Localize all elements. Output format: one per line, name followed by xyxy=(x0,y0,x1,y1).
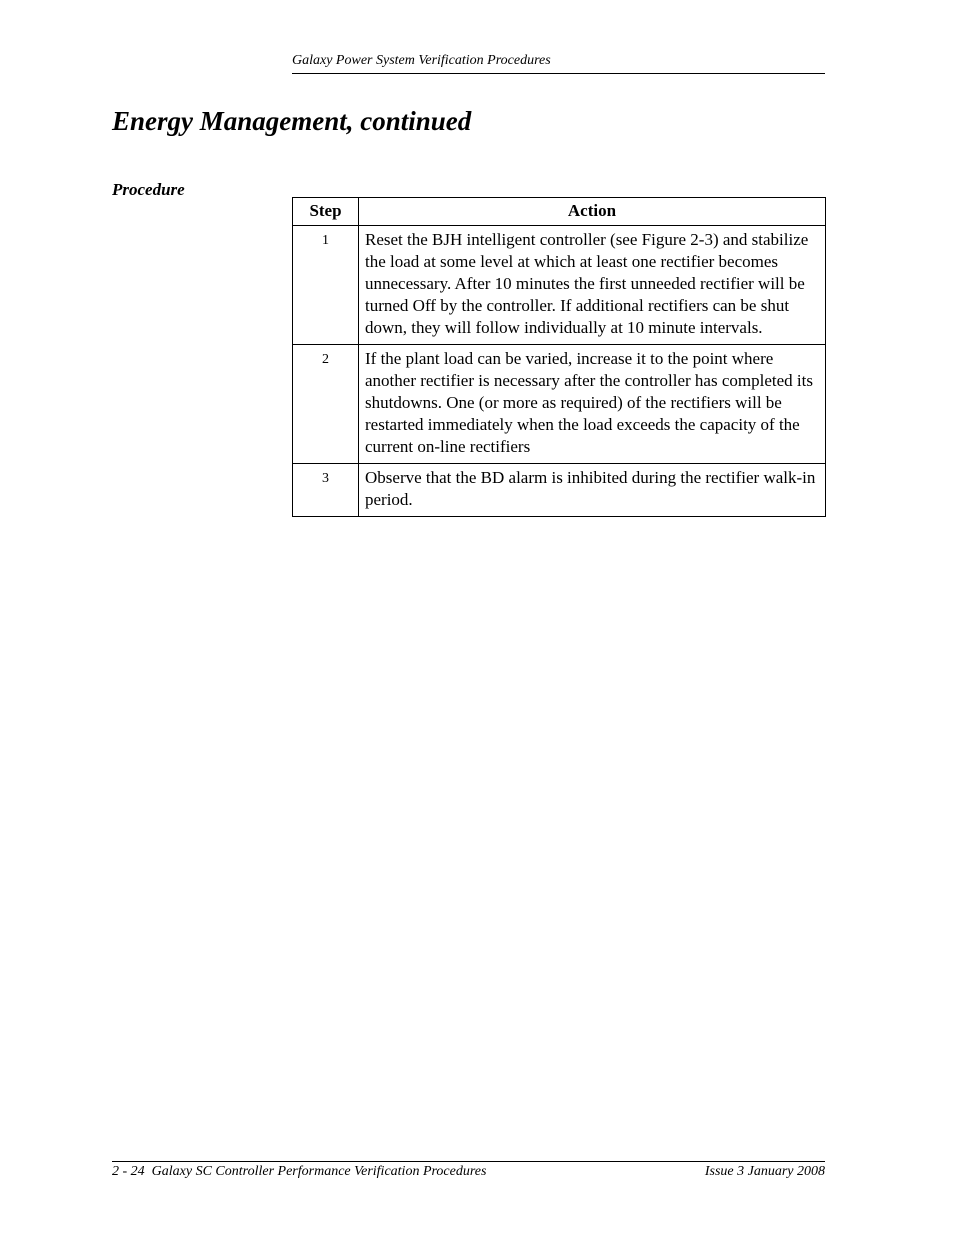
footer-issue-date: Issue 3 January 2008 xyxy=(704,1164,825,1179)
table-row xyxy=(293,226,826,345)
running-footer xyxy=(112,1161,825,1179)
table-row xyxy=(293,464,826,517)
column-header-step: Step xyxy=(293,198,359,226)
page-title: Energy Management, continued xyxy=(112,106,472,136)
step-action: Observe that the BD alarm is inhibited during the rectifier walk-in period. xyxy=(359,464,826,517)
step-action: Reset the BJH intelligent controller (see Figure 2-3) and stabilize the load at some level at which at least one rectifier becomes unnecessary. After 10 minutes the first unneeded rectifier will be turned Off by the controller. If additional rectifiers can be shut down, they will follow individually at 10 minute intervals. xyxy=(359,226,826,345)
running-header xyxy=(292,52,825,74)
table-row xyxy=(293,345,826,464)
column-header-action: Action xyxy=(359,198,826,226)
footer-page-and-title: 2 - 24 Galaxy SC Controller Performance Verification Procedures xyxy=(112,1164,487,1179)
step-number: 3 xyxy=(293,464,359,517)
step-number: 2 xyxy=(293,345,359,464)
running-header-title: Galaxy Power System Verification Procedures xyxy=(292,53,551,68)
step-number: 1 xyxy=(293,226,359,345)
procedure-table xyxy=(292,197,826,517)
section-label-procedure: Procedure xyxy=(112,180,185,199)
step-action: If the plant load can be varied, increase it to the point where another rectifier is necessary after the controller has completed its shutdowns. One (or more as required) of the rectifiers will be restarted immediately when the load exceeds the capacity of the current on-line rectifiers xyxy=(359,345,826,464)
table-header-row xyxy=(293,198,826,226)
